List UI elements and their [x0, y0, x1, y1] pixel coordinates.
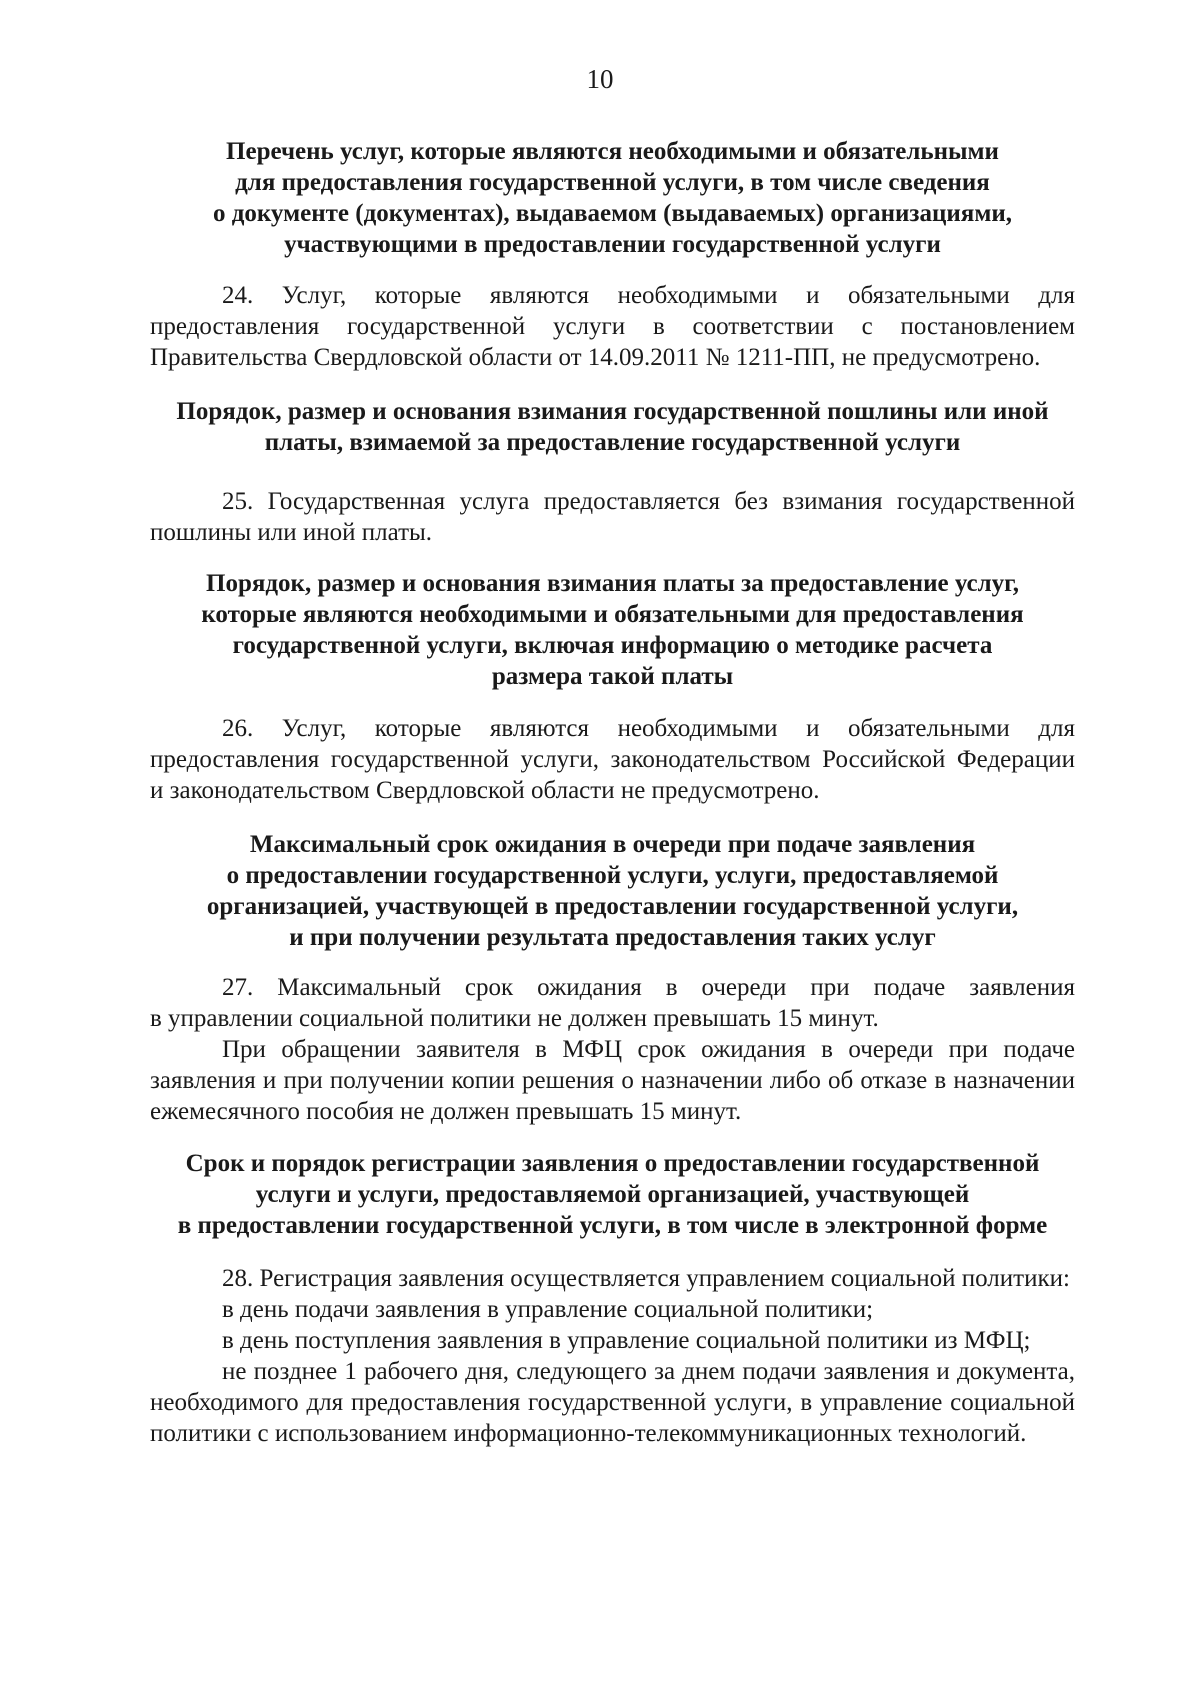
- heading-line: Перечень услуг, которые являются необходимыми и обязательными: [226, 138, 999, 165]
- text-line: 24. Услуг, которые являются необходимыми и обязательными для: [222, 282, 1075, 309]
- heading-line: Максимальный срок ожидания в очереди при подаче заявления: [249, 831, 976, 858]
- heading-line: Порядок, размер и основания взимания платы за предоставление услуг,: [206, 570, 1019, 597]
- text-line: предоставления государственной услуги в соответствии с постановлением: [150, 313, 1075, 340]
- heading-line: в предоставлении государственной услуги, в том числе в электронной форме: [177, 1212, 1048, 1239]
- paragraph-26: [150, 713, 1075, 806]
- heading-line: государственной услуги, включая информацию о методике расчета: [232, 632, 993, 659]
- heading-line: о предоставлении государственной услуги, услуги, предоставляемой: [226, 862, 999, 889]
- text-line: политики с использованием информационно-телекоммуникационных технологий.: [150, 1420, 1027, 1447]
- text-line: 28. Регистрация заявления осуществляется управлением социальной политики:: [222, 1265, 1070, 1292]
- text-line: Правительства Свердловской области от 14.09.2011 № 1211-ПП, не предусмотрено.: [150, 344, 1041, 371]
- text-line: 27. Максимальный срок ожидания в очереди при подаче заявления: [222, 974, 1075, 1001]
- text-line: пошлины или иной платы.: [150, 519, 433, 546]
- text-line: необходимого для предоставления государственной услуги, в управление социальной: [150, 1389, 1075, 1416]
- paragraph-27: [150, 972, 1075, 1127]
- paragraph-24: [150, 280, 1075, 373]
- section-heading-queue-time: [150, 829, 1075, 953]
- heading-line: Порядок, размер и основания взимания государственной пошлины или иной: [176, 398, 1049, 425]
- text-line: в управлении социальной политики не должен превышать 15 минут.: [150, 1005, 879, 1032]
- paragraph-25: [150, 486, 1075, 548]
- heading-line: размера такой платы: [491, 663, 734, 690]
- text-line: не позднее 1 рабочего дня, следующего за днем подачи заявления и документа,: [222, 1358, 1075, 1385]
- heading-line: платы, взимаемой за предоставление государственной услуги: [264, 429, 961, 456]
- text-line: заявления и при получении копии решения о назначении либо об отказе в назначении: [150, 1067, 1075, 1094]
- text-line: 25. Государственная услуга предоставляется без взимания государственной: [222, 488, 1075, 515]
- heading-line: участвующими в предоставлении государственной услуги: [284, 231, 941, 258]
- section-heading-fee-methodology: [150, 568, 1075, 692]
- paragraph-28: [150, 1263, 1075, 1449]
- section-heading-registration: [150, 1148, 1075, 1241]
- text-line: в день подачи заявления в управление социальной политики;: [222, 1296, 874, 1323]
- text-line: в день поступления заявления в управление социальной политики из МФЦ;: [222, 1327, 1031, 1354]
- text-line: При обращении заявителя в МФЦ срок ожидания в очереди при подаче: [222, 1036, 1075, 1063]
- heading-line: организацией, участвующей в предоставлении государственной услуги,: [206, 893, 1019, 920]
- heading-line: о документе (документах), выдаваемом (выдаваемых) организациями,: [212, 200, 1012, 227]
- heading-line: которые являются необходимыми и обязательными для предоставления: [201, 601, 1024, 628]
- heading-line: Срок и порядок регистрации заявления о предоставлении государственной: [185, 1150, 1040, 1177]
- heading-line: услуги и услуги, предоставляемой организацией, участвующей: [255, 1181, 970, 1208]
- text-line: и законодательством Свердловской области не предусмотрено.: [150, 777, 820, 804]
- text-line: 26. Услуг, которые являются необходимыми и обязательными для: [222, 715, 1075, 742]
- heading-line: и при получении результата предоставления таких услуг: [289, 924, 936, 951]
- section-heading-state-fee: [150, 396, 1075, 458]
- section-heading-services-list: [150, 136, 1075, 260]
- page-number: 10: [586, 64, 614, 94]
- text-line: ежемесячного пособия не должен превышать 15 минут.: [150, 1098, 742, 1125]
- heading-line: для предоставления государственной услуги, в том числе сведения: [235, 169, 990, 196]
- text-line: предоставления государственной услуги, законодательством Российской Федерации: [150, 746, 1075, 773]
